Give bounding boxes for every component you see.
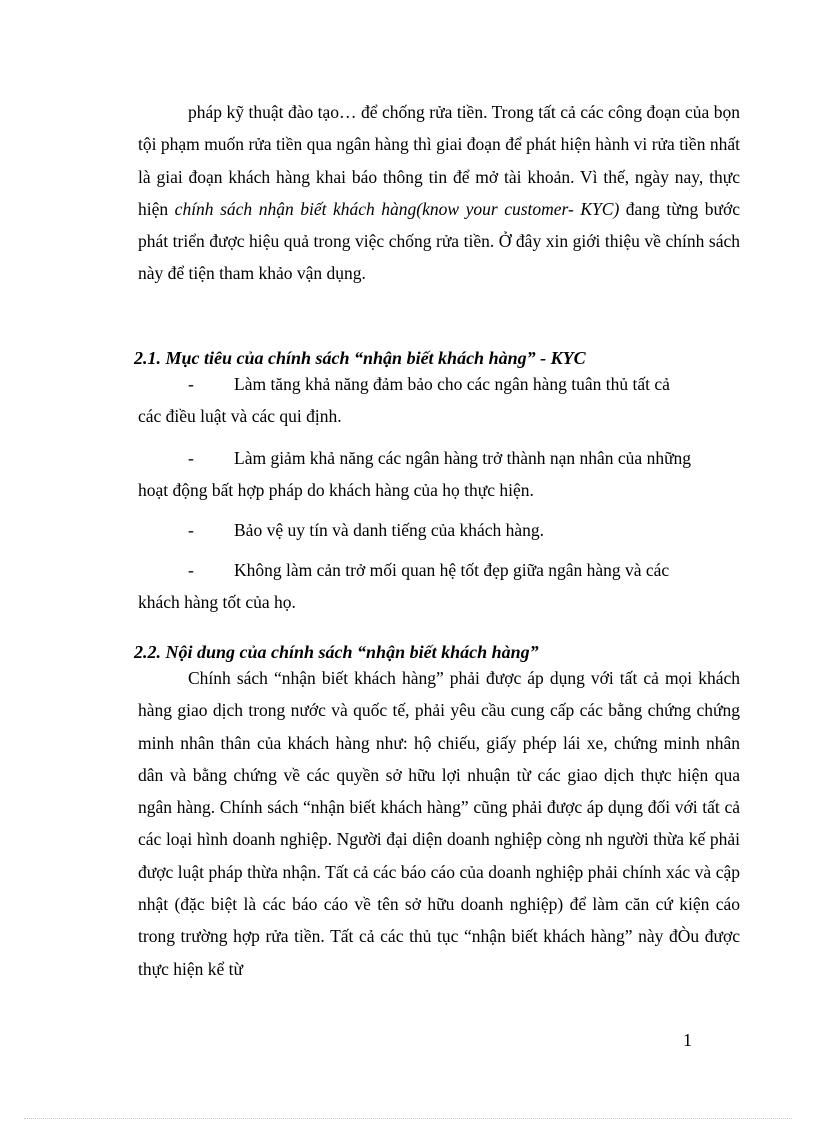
- intro-text-1: pháp kỹ thuật đào tạo… để chống rửa tiền. Trong tất cả các công đoạn của bọn tội phạm muốn rửa tiền qua ngân hàng thì giai đoạn để phát hiện hành vi rửa tiền nhất là giai đoạn khách hàng khai báo thông tin để mở tài khoản. Vì thế, ngày nay, thực hiện: [138, 102, 740, 219]
- section-1-heading: 2.1. Mục tiêu của chính sách “nhận biết khách hàng” - KYC: [134, 348, 586, 368]
- bullet-text-continued: hoạt động bất hợp pháp do khách hàng của họ thực hiện.: [138, 480, 534, 501]
- bullet-item: [138, 368, 740, 433]
- intro-text-2: đang từng bước phát triển được hiệu quả trong việc chống rửa tiền. Ở đây xin giới thiệu về chính sách này để tiện tham khảo vận dụng.: [138, 198, 740, 284]
- footer-divider: [24, 1118, 792, 1119]
- bullet-text-continued: khách hàng tốt của họ.: [138, 592, 296, 613]
- bullet-dash: -: [188, 448, 194, 468]
- bullet-item: [138, 514, 740, 546]
- bullet-dash: -: [188, 520, 194, 540]
- bullet-text-continued: các điều luật và các qui định.: [138, 406, 342, 427]
- intro-emphasis: chính sách nhận biết khách hàng(know your customer- KYC): [174, 198, 620, 219]
- bullet-text: Làm giảm khả năng các ngân hàng trở thành nạn nhân của những: [234, 448, 692, 468]
- section-2-paragraph: Chính sách “nhận biết khách hàng” phải được áp dụng với tất cả mọi khách hàng giao dịch trong nước và quốc tế, phải yêu cầu cung cấp các bằng chứng chứng minh nhân thân của khách hàng như: hộ chiếu, giấy phép lái xe, chứng minh nhân dân và bằng chứng về các quyền sở hữu lợi nhuận từ các giao dịch thực hiện qua ngân hàng. Chính sách “nhận biết khách hàng” cũng phải được áp dụng đối với tất cả các loại hình doanh nghiệp. Người đại diện doanh nghiệp còng nh người thừa kế phải được luật pháp thừa nhận. Tất cả các báo cáo của doanh nghiệp phải chính xác và cập nhật (đặc biệt là các báo cáo về tên sở hữu doanh nghiệp) để làm căn cứ kiện cáo trong trường hợp rửa tiền. Tất cả các thủ tục “nhận biết khách hàng” này đÒu được thực hiện kể từ: [138, 668, 740, 979]
- bullet-item: [138, 554, 740, 619]
- bullet-text: Không làm cản trở mối quan hệ tốt đẹp giữa ngân hàng và các: [234, 560, 670, 580]
- bullet-item: [138, 442, 740, 507]
- bullet-text: Làm tăng khả năng đảm bảo cho các ngân hàng tuân thủ tất cả: [234, 374, 670, 394]
- intro-paragraph: [138, 96, 740, 290]
- bullet-dash: -: [188, 560, 194, 580]
- section-2-heading: 2.2. Nội dung của chính sách “nhận biết khách hàng”: [134, 642, 539, 662]
- bullet-dash: -: [188, 374, 194, 394]
- bullet-text: Bảo vệ uy tín và danh tiếng của khách hàng.: [234, 520, 545, 540]
- page-number: 1: [683, 1030, 692, 1050]
